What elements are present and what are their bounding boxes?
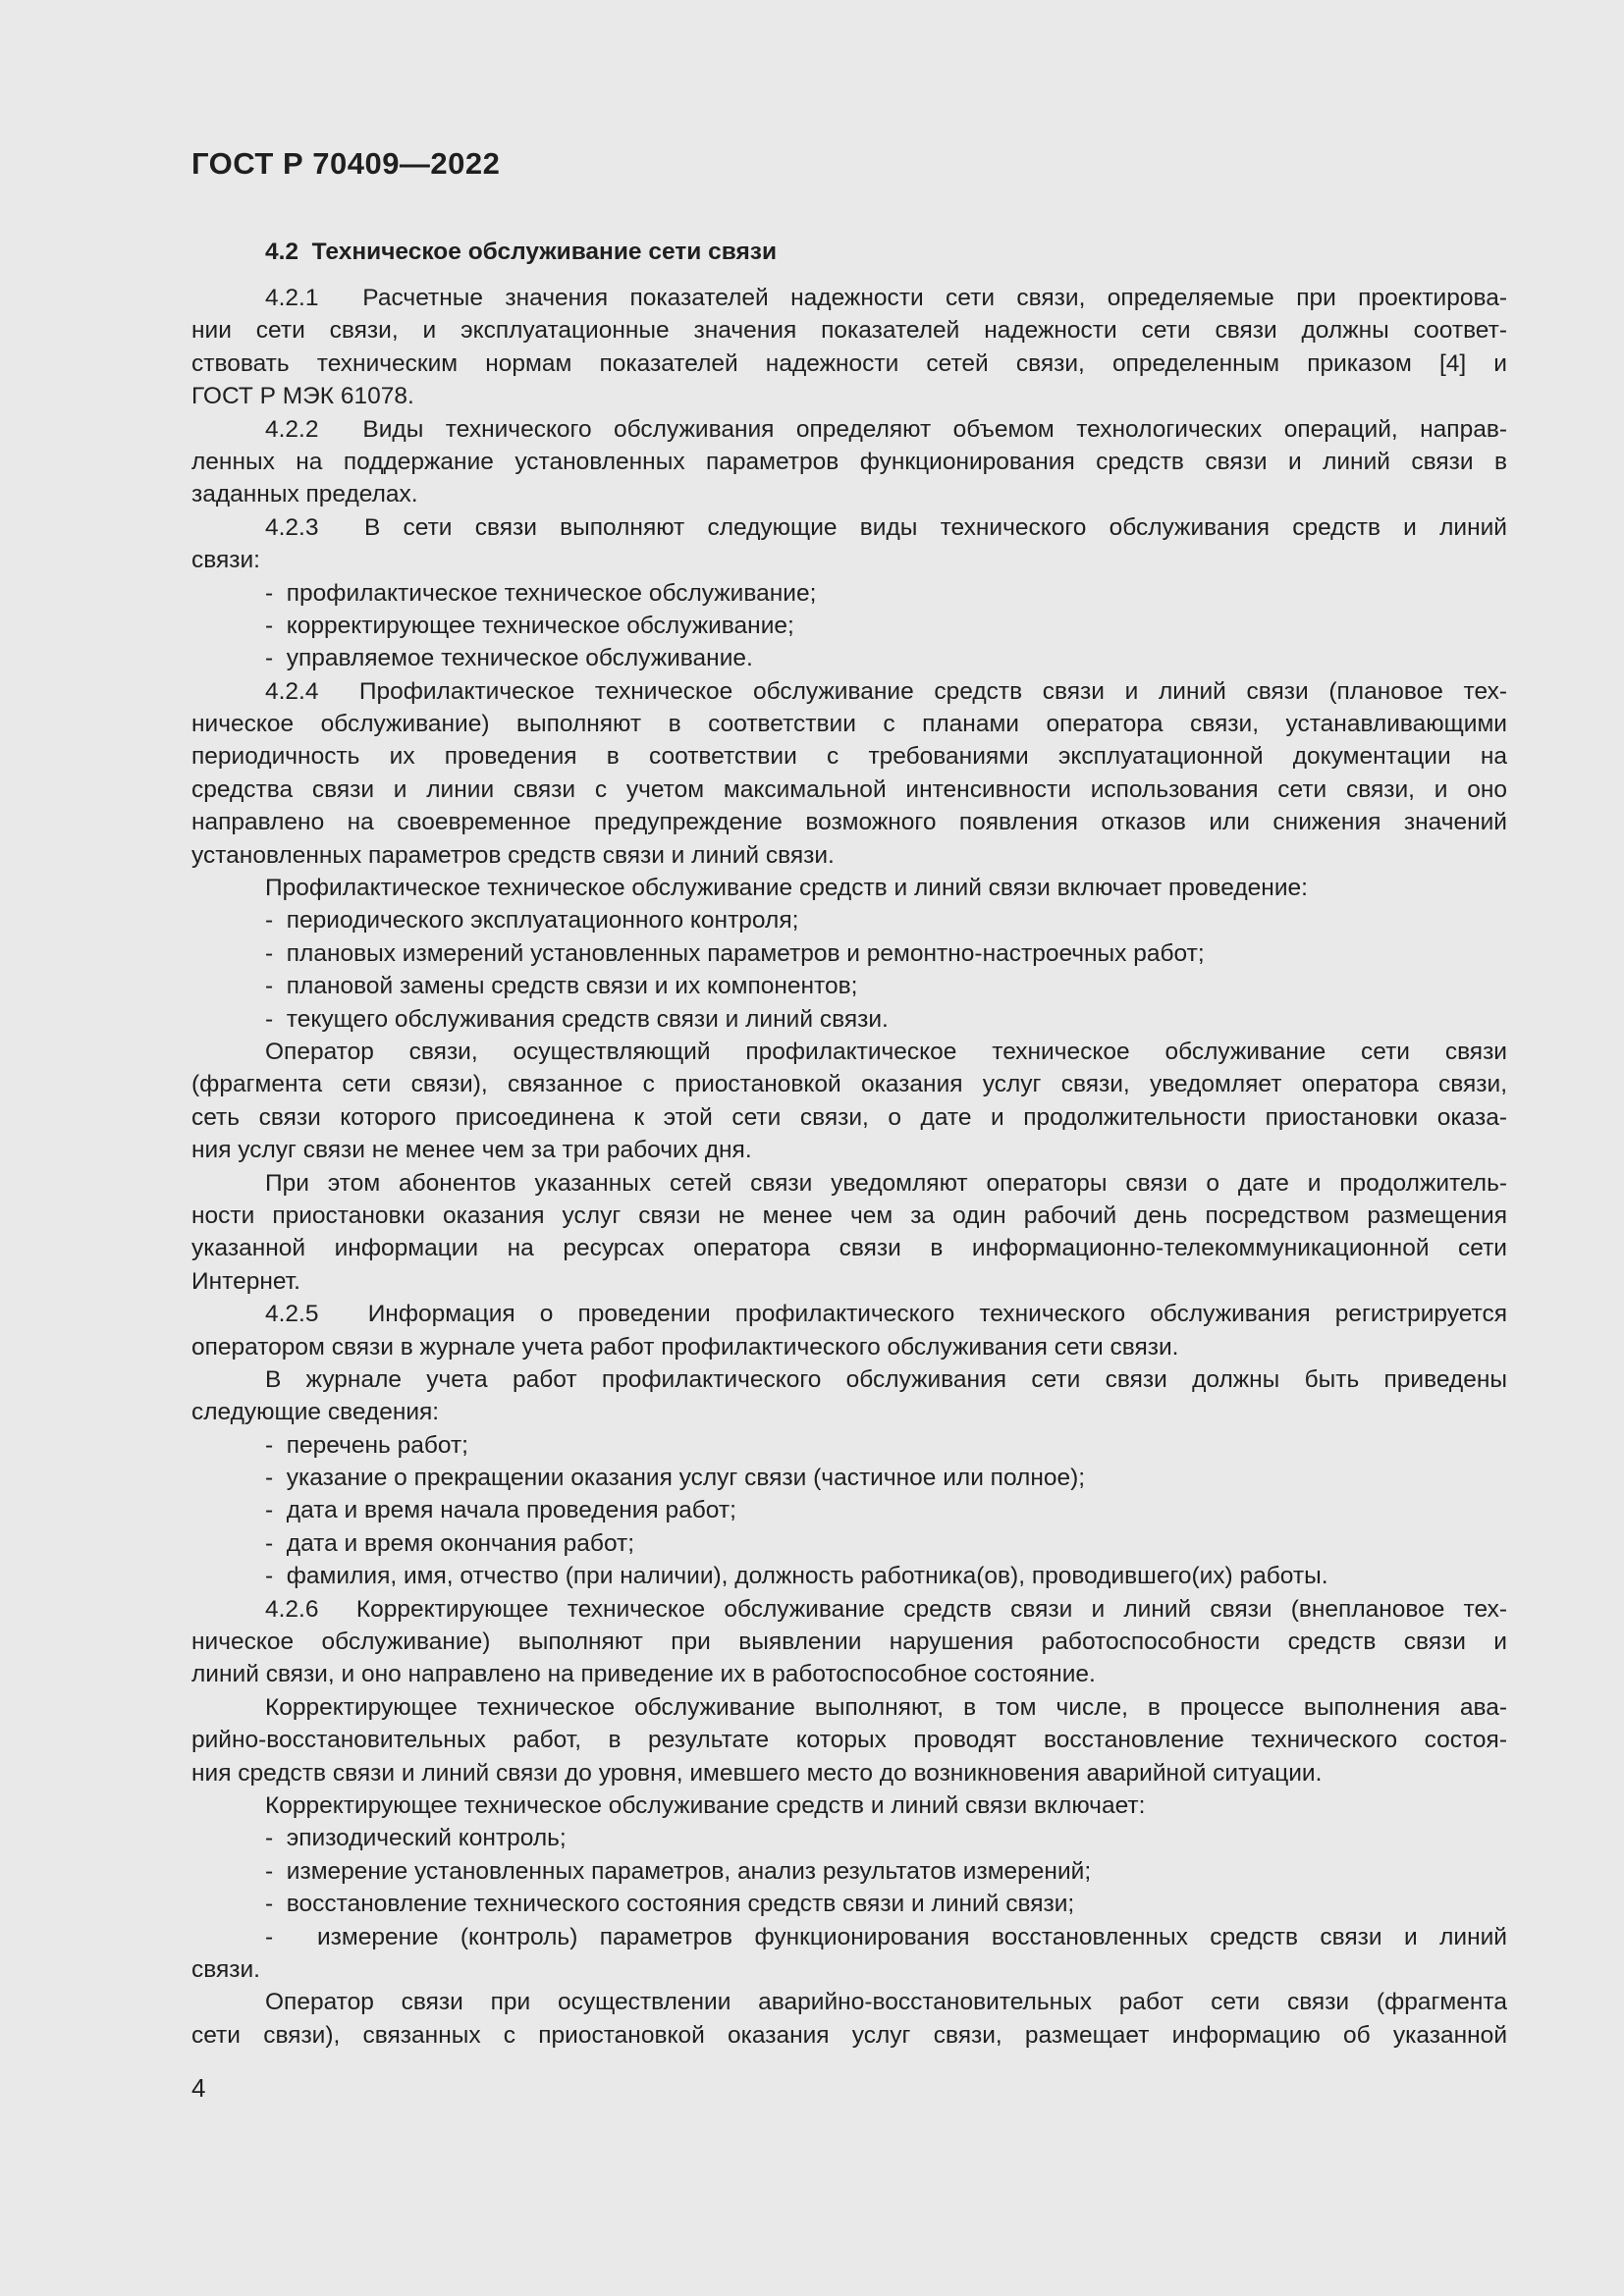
paragraph <box>191 675 1507 872</box>
text-line: Оператор связи при осуществлении аварийно-восстановительных работ сети связи (фрагмента <box>265 1989 1507 2016</box>
text-line: (фрагмента сети связи), связанное с приостановкой оказания услуг связи, уведомляет оператора связи, <box>191 1071 1507 1098</box>
text-line: - корректирующее техническое обслуживание; <box>265 612 794 639</box>
text-line: 4.2.3 В сети связи выполняют следующие виды технического обслуживания средств и линий <box>265 513 1507 541</box>
text-line: рийно-восстановительных работ, в результате которых проводят восстановление технического состоя- <box>191 1727 1507 1754</box>
list-item <box>191 1494 1507 1526</box>
text-line: указанной информации на ресурсах оператора связи в информационно-телекоммуникационной сети <box>191 1235 1507 1262</box>
list-item <box>191 904 1507 936</box>
list-item <box>191 1822 1507 1854</box>
paragraph <box>191 282 1507 413</box>
list-item <box>191 1429 1507 1462</box>
list-item <box>191 1462 1507 1494</box>
paragraph <box>191 1167 1507 1299</box>
text-line: ности приостановки оказания услуг связи не менее чем за один рабочий день посредством размещения <box>191 1201 1507 1229</box>
text-line: - профилактическое техническое обслуживание; <box>265 579 817 607</box>
paragraph <box>191 1593 1507 1691</box>
text-line: Корректирующее техническое обслуживание выполняют, в том числе, в процессе выполнения ава- <box>265 1693 1507 1721</box>
paragraph <box>191 1691 1507 1789</box>
list-item <box>191 1921 1507 1987</box>
paragraph <box>191 1363 1507 1429</box>
list-item <box>191 937 1507 970</box>
page-header <box>191 147 1507 181</box>
text-line: - плановых измерений установленных параметров и ремонтно-настроечных работ; <box>265 939 1205 967</box>
paragraph <box>191 872 1507 904</box>
paragraph <box>191 1036 1507 1167</box>
paragraph <box>191 1789 1507 1822</box>
text-line: ническое обслуживание) выполняют при выявлении нарушения работоспособности средств связи и <box>191 1629 1507 1656</box>
text-line: ния средств связи и линий связи до уровня, имевшего место до возникновения аварийной ситуации. <box>191 1759 1323 1787</box>
list-item <box>191 642 1507 674</box>
list-item <box>191 970 1507 1002</box>
text-line: При этом абонентов указанных сетей связи уведомляют операторы связи о дате и продолжитель- <box>265 1169 1507 1197</box>
text-line: направлено на своевременное предупреждение возможного появления отказов или снижения значений <box>191 809 1507 836</box>
text-line: связи: <box>191 547 260 574</box>
text-line: заданных пределах. <box>191 481 418 508</box>
text-line: ГОСТ Р МЭК 61078. <box>191 383 414 410</box>
text-line: - плановой замены средств связи и их компонентов; <box>265 973 858 1000</box>
text-line: 4.2.4 Профилактическое техническое обслуживание средств связи и линий связи (плановое тех- <box>265 677 1507 705</box>
text-line: нии сети связи, и эксплуатационные значения показателей надежности сети связи должны соответ- <box>191 317 1507 345</box>
text-line: - измерение установленных параметров, анализ результатов измерений; <box>265 1857 1092 1885</box>
text-line: - эпизодический контроль; <box>265 1825 567 1852</box>
text-line: - фамилия, имя, отчество (при наличии), должность работника(ов), проводившего(их) работы. <box>265 1563 1328 1590</box>
list-item <box>191 1003 1507 1036</box>
text-line: связи. <box>191 1955 260 1983</box>
text-line: ния услуг связи не менее чем за три рабочих дня. <box>191 1137 752 1164</box>
list-item <box>191 1888 1507 1920</box>
text-line: Профилактическое техническое обслуживание средств и линий связи включает проведение: <box>265 875 1308 902</box>
text-line: ническое обслуживание) выполняют в соответствии с планами оператора связи, устанавливающими <box>191 711 1507 738</box>
text-line: - восстановление технического состояния средств связи и линий связи; <box>265 1891 1075 1918</box>
text-line: - периодического эксплуатационного контроля; <box>265 907 799 934</box>
text-line: - текущего обслуживания средств связи и линий связи. <box>265 1005 889 1033</box>
text-line: следующие сведения: <box>191 1399 440 1426</box>
text-line: линий связи, и оно направлено на приведение их в работоспособное состояние. <box>191 1661 1096 1688</box>
text-line: сеть связи которого присоединена к этой сети связи, о дате и продолжительности приостановки оказа- <box>191 1103 1507 1131</box>
text-line: - указание о прекращении оказания услуг связи (частичное или полное); <box>265 1465 1086 1492</box>
paragraph <box>191 511 1507 577</box>
text-line: Интернет. <box>191 1267 300 1295</box>
text-line: - дата и время начала проведения работ; <box>265 1497 736 1524</box>
list-item <box>191 610 1507 642</box>
text-line: - дата и время окончания работ; <box>265 1529 635 1557</box>
list-item <box>191 577 1507 610</box>
list-item <box>191 1527 1507 1560</box>
text-line: - управляемое техническое обслуживание. <box>265 645 753 672</box>
text-line: 4.2.6 Корректирующее техническое обслуживание средств связи и линий связи (внеплановое тех- <box>265 1595 1507 1623</box>
paragraph <box>191 1986 1507 2052</box>
text-line: В журнале учета работ профилактического обслуживания сети связи должны быть приведены <box>265 1365 1507 1393</box>
text-line: оператором связи в журнале учета работ профилактического обслуживания сети связи. <box>191 1333 1179 1361</box>
standard-code: ГОСТ Р 70409—2022 <box>191 146 501 181</box>
text-line: ствовать техническим нормам показателей надежности сетей связи, определенным приказом [4] и <box>191 349 1507 377</box>
text-line: ленных на поддержание установленных параметров функционирования средств связи и линий связи в <box>191 448 1507 475</box>
text-line: периодичность их проведения в соответствии с требованиями эксплуатационной документации на <box>191 743 1507 771</box>
document-body <box>191 282 1507 2052</box>
list-item <box>191 1560 1507 1592</box>
text-line: - перечень работ; <box>265 1431 468 1459</box>
text-line: Корректирующее техническое обслуживание средств и линий связи включает: <box>265 1791 1146 1819</box>
text-line: - измерение (контроль) параметров функционирования восстановленных средств связи и линий <box>265 1923 1507 1950</box>
text-line: 4.2.2 Виды технического обслуживания определяют объемом технологических операций, направ- <box>265 415 1507 443</box>
text-line: 4.2.5 Информация о проведении профилактического технического обслуживания регистрируется <box>265 1301 1507 1328</box>
page-footer <box>191 2071 1507 2105</box>
paragraph <box>191 413 1507 511</box>
text-line: средства связи и линии связи с учетом максимальной интенсивности использования сети связи, и оно <box>191 775 1507 803</box>
text-line: установленных параметров средств связи и линий связи. <box>191 841 835 869</box>
section-heading: 4.2 Техническое обслуживание сети связи <box>265 239 778 265</box>
text-line: 4.2.1 Расчетные значения показателей надежности сети связи, определяемые при проектирова- <box>265 285 1507 311</box>
paragraph <box>191 1298 1507 1363</box>
list-item <box>191 1855 1507 1888</box>
page-number: 4 <box>191 2073 206 2104</box>
text-line: Оператор связи, осуществляющий профилактическое техническое обслуживание сети связи <box>265 1038 1507 1065</box>
text-line: сети связи), связанных с приостановкой оказания услуг связи, размещает информацию об указанной <box>191 2021 1507 2049</box>
